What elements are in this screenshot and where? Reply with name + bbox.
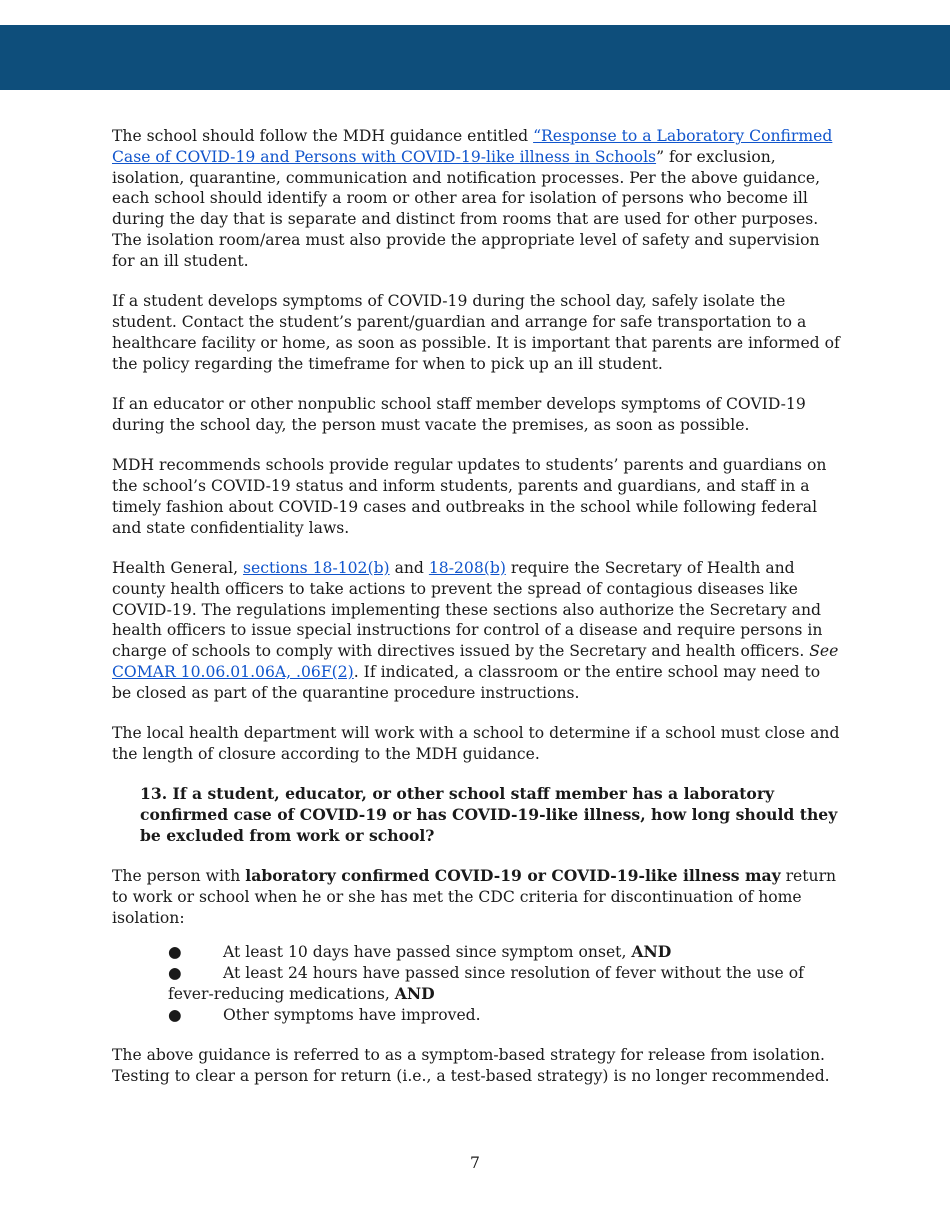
mdh-guidance-link[interactable]: “Response to a Laboratory Confirmed Case of COVID-19 and Persons with COVID-19-like illness in Schools	[112, 127, 833, 166]
sections-18-102b-link[interactable]: sections 18-102(b)	[243, 558, 390, 577]
list-item	[168, 942, 842, 963]
bullet-icon: ●	[168, 943, 182, 962]
paragraph-symptom-based-strategy: The above guidance is referred to as a symptom-based strategy for release from isolation. Testing to clear a person for return (i.e., a test-based strategy) is no longer recommended.	[112, 1046, 830, 1085]
list-item-and: AND	[394, 983, 435, 1003]
comar-link[interactable]: COMAR 10.06.01.06A, .06F(2)	[112, 662, 354, 681]
paragraph-text: . If indicated, a classroom or the entire school may need to be closed as part of the quarantine procedure instructions.	[112, 662, 821, 702]
bullet-icon: ●	[168, 1005, 182, 1024]
criteria-list	[168, 942, 842, 1025]
paragraph-isolation-guidance	[112, 126, 842, 272]
paragraph-staff-symptoms: If an educator or other nonpublic school staff member develops symptoms of COVID-19 during the school day, the person must vacate the premises, as soon as possible.	[112, 394, 806, 434]
paragraph-student-symptoms: If a student develops symptoms of COVID-19 during the school day, safely isolate the student. Contact the student’s parent/guardian and arrange for safe transportation to a healthcare facility or home, as soon as possible. It is important that parents are informed of the policy regarding the timeframe for when to pick up an ill student.	[112, 292, 840, 373]
list-item-and: AND	[631, 942, 672, 962]
paragraph-text: The school should follow the MDH guidance entitled	[112, 127, 534, 145]
paragraph-regular-updates: MDH recommends schools provide regular updates to students’ parents and guardians on the school’s COVID-19 status and inform students, parents and guardians, and staff in a timely fashion about COVID-19 cases and outbreaks in the school while following federal and state confidentiality laws.	[112, 456, 827, 537]
document-body	[112, 126, 842, 1106]
bullet-icon: ●	[168, 964, 182, 983]
list-item	[168, 1005, 842, 1026]
see-citation-signal: See	[809, 642, 839, 661]
paragraph-text: The person with	[112, 867, 246, 886]
list-item-text: Other symptoms have improved.	[223, 1005, 481, 1024]
paragraph-text: Health General,	[112, 558, 243, 577]
bold-phrase: laboratory confirmed COVID-19 or COVID-19-like illness may	[245, 866, 781, 886]
list-item-text: At least 10 days have passed since symptom onset,	[223, 943, 632, 962]
header-band	[0, 25, 950, 90]
paragraph-return-criteria	[112, 866, 842, 928]
paragraph-text: require the Secretary of Health and county health officers to take actions to prevent the spread of contagious diseases like COVID-19. The regulations implementing these sections also authorize the Secretary and health officers to issue special instructions for control of a disease and require persons in charge of schools to comply with directives issued by the Secretary and health officers.	[112, 558, 823, 661]
paragraph-health-general	[112, 558, 842, 704]
paragraph-text: and	[389, 558, 429, 577]
section-18-208b-link[interactable]: 18-208(b)	[428, 558, 506, 577]
paragraph-text: return to work or school when he or she has met the CDC criteria for discontinuation of home isolation:	[112, 867, 837, 927]
paragraph-text: ” for exclusion, isolation, quarantine, communication and notification processes. Per the above guidance, each school should identify a room or other area for isolation of persons who become ill during the day that is separate and distinct from rooms that are used for other purposes. The isolation room/area must also provide the appropriate level of safety and supervision for an ill student.	[112, 147, 821, 270]
question-13-heading: 13. If a student, educator, or other school staff member has a laboratory confirmed case of COVID-19 or has COVID-19-like illness, how long should they be excluded from work or school?	[140, 784, 838, 845]
list-item	[168, 963, 842, 1005]
paragraph-local-health-department: The local health department will work with a school to determine if a school must close and the length of closure according to the MDH guidance.	[112, 724, 840, 763]
page-number: 7	[470, 1154, 480, 1172]
list-item-text: At least 24 hours have passed since resolution of fever without the use of fever-reducing medications,	[168, 964, 804, 1003]
